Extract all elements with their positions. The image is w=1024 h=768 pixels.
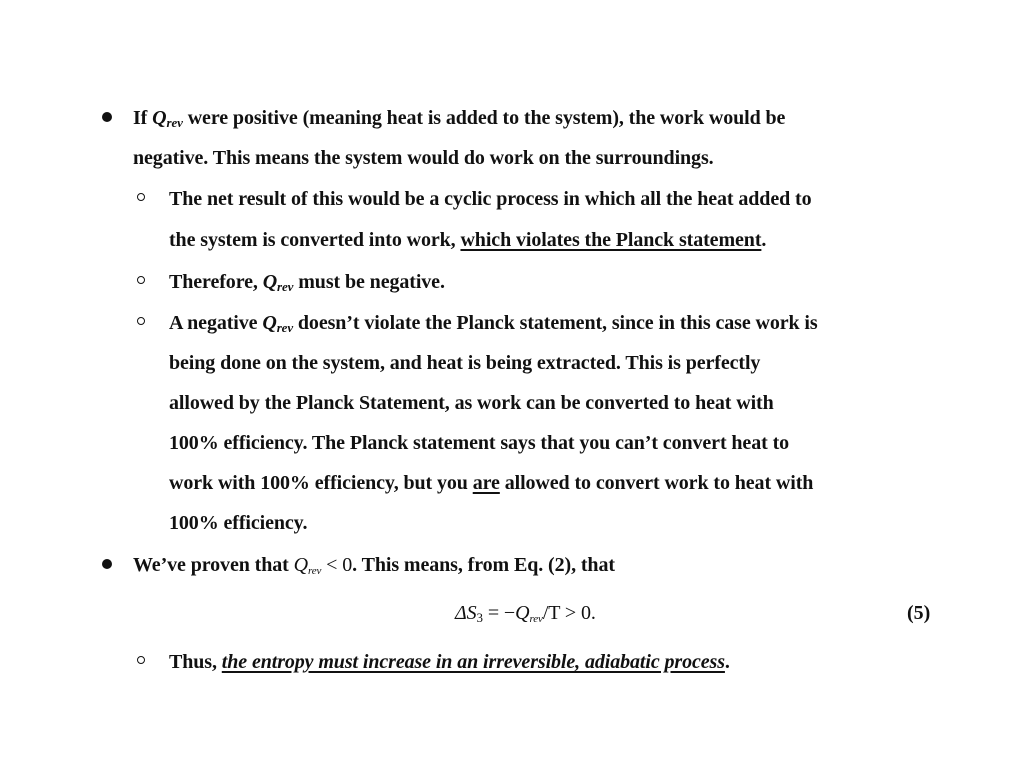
text-line [169,650,730,674]
text-segment: Therefore, [169,271,263,293]
sub-bullet-circle [137,193,145,201]
text-segment: . This means, from Eq. (2), that [352,554,615,576]
text-segment: allowed to convert work to heat with [499,472,814,494]
sub-bullet-circle [137,276,145,284]
bullet-point [102,559,112,569]
text-line [169,471,813,495]
text-segment: Thus, [169,651,222,673]
q-subscript: rev [166,115,183,130]
text-line: being done on the system, and heat is being extracted. This is perfectly [169,352,761,374]
text-line: negative. This means the system would do work on the surroundings. [133,147,714,169]
text-line [133,553,615,583]
underlined-text: which violates the Planck statement [460,229,762,251]
sub-bullet-circle [137,656,145,664]
q-subscript: rev [529,613,543,625]
sub-bullet-circle [137,317,145,325]
inequality: < 0 [321,554,353,576]
q-subscript: rev [277,279,294,294]
text-segment: doesn’t violate the Planck statement, since in this case work is [293,312,818,334]
equation-rhs: /T > 0 [542,602,591,624]
text-line: 100% efficiency. The Planck statement says that you can’t convert heat to [169,432,790,454]
equation-number: (5) [907,602,931,624]
q-symbol: Q [262,271,278,293]
text-line: 100% efficiency. [169,512,308,534]
text-segment: If [133,107,153,129]
q-symbol: Q [515,602,530,624]
text-line: The net result of this would be a cyclic process in which all the heat added to [169,188,812,210]
text-segment: . [761,229,767,251]
q-subscript: rev [276,320,293,335]
equation [455,601,596,631]
equation-lhs-subscript: 3 [476,610,483,625]
q-symbol: Q [293,554,308,576]
text-segment: work with 100% efficiency, but you [169,472,473,494]
underlined-italic-text: the entropy must increase in an irreversible, adiabatic process [221,651,725,673]
text-line: allowed by the Planck Statement, as work can be converted to heat with [169,392,774,414]
equation-lhs: ΔS [455,602,477,624]
q-symbol: Q [262,312,277,334]
q-subscript: rev [307,565,322,577]
q-symbol: Q [152,107,167,129]
text-line [169,270,445,299]
equation-period: . [590,602,596,624]
bullet-point [102,112,112,122]
text-segment: the system is converted into work, [169,229,461,251]
text-line [169,311,818,340]
text-segment: were positive (meaning heat is added to the system), the work would be [182,107,786,129]
text-segment: We’ve proven that [133,554,294,576]
text-segment: A negative [169,312,263,334]
text-line [169,228,766,252]
equation-operator: = − [482,602,516,624]
underlined-text: are [472,472,500,494]
text-line [133,106,785,135]
text-segment: must be negative. [293,271,445,293]
text-segment: . [724,651,730,673]
